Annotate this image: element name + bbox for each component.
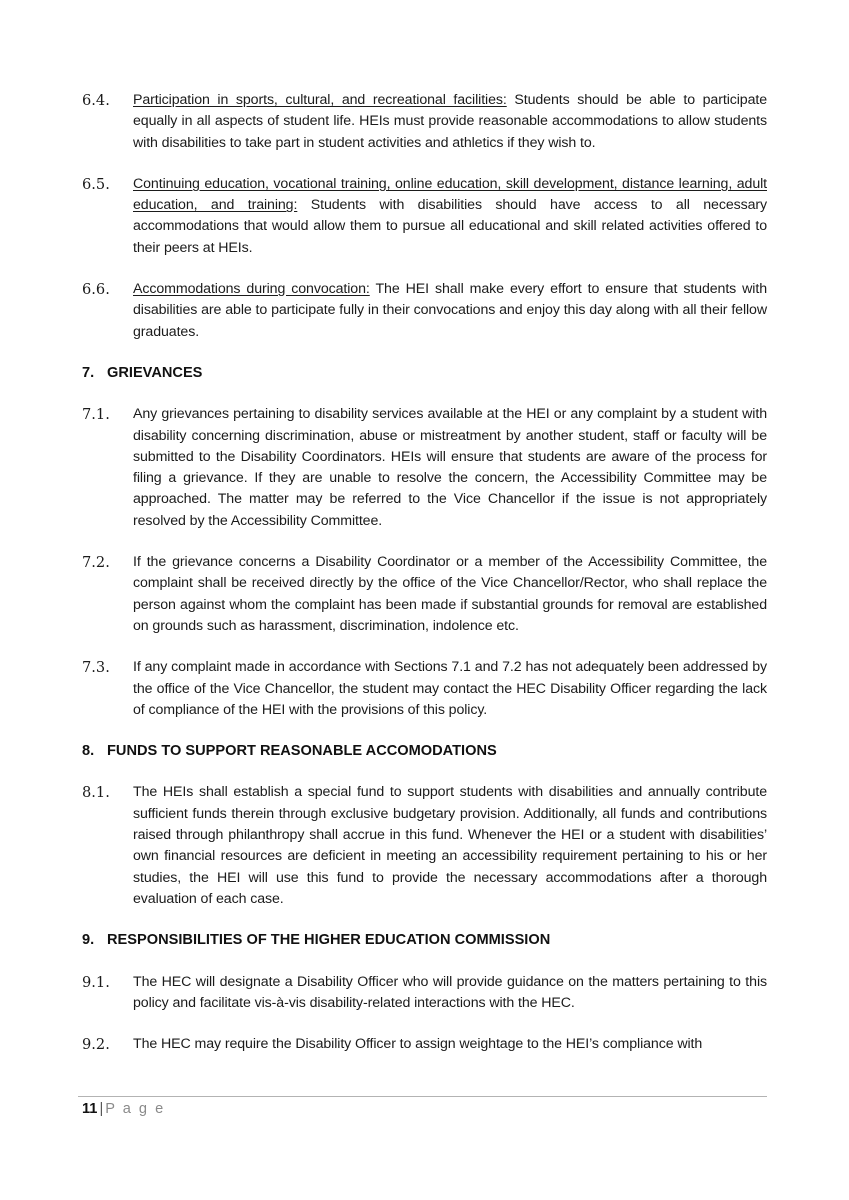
section-heading-funds: [82, 741, 767, 762]
paragraph: [133, 552, 767, 637]
heading-number: 7.: [82, 364, 95, 381]
item-number: 7.1.: [82, 406, 110, 424]
paragraph-lead-underlined: Continuing education, vocational training, online education, skill development, distance learning, adult education, and training:: [133, 175, 767, 214]
item-number: 9.1.: [82, 973, 110, 991]
paragraph-body: If the grievance concerns a Disability Coordinator or a member of the Accessibility Committee, the complaint shall be received directly by the office of the Vice Chancellor/Rector, who shall replace the person against whom the complaint has been made if substantial grounds for removal are established on grounds such as harassment, discrimination, indolence etc.: [133, 554, 767, 634]
list-item-7-1: [82, 404, 767, 532]
paragraph-lead-underlined: Accommodations during convocation:: [133, 281, 370, 298]
heading-text: FUNDS TO SUPPORT REASONABLE ACCOMODATIONS: [107, 743, 497, 760]
list-item-6-6: [82, 279, 767, 343]
paragraph: [133, 972, 767, 1015]
paragraph: [133, 657, 767, 721]
item-number: 7.2.: [82, 554, 110, 572]
paragraph-body: The HEIs shall establish a special fund to support students with disabilities and annually contribute sufficient funds therein through exclusive budgetary provision. Additionally, all funds and contributions raised through philanthropy shall accrue in this fund. Whenever the HEI or a student with disabilities’ own financial resources are deficient in meeting an accessibility requirement pertaining to his or her studies, the HEI will use this fund to provide the necessary accommodations after a thorough evaluation of each case.: [133, 784, 767, 907]
list-item-8-1: [82, 782, 767, 910]
list-item-9-1: [82, 972, 767, 1015]
item-number: 6.4.: [82, 92, 110, 109]
heading-number: 8.: [82, 743, 95, 760]
list-item-9-2: [82, 1034, 767, 1055]
paragraph-body: The HEC will designate a Disability Officer who will provide guidance on the matters pertaining to this policy and facilitate vis-à-vis disability-related interactions with the HEC.: [133, 973, 767, 1011]
paragraph-body: The HEC may require the Disability Officer to assign weightage to the HEI’s compliance with: [133, 1036, 703, 1053]
item-number: 9.2.: [82, 1036, 110, 1054]
item-number: 6.5.: [82, 175, 110, 193]
paragraph-lead-underlined: Participation in sports, cultural, and recreational facilities:: [133, 92, 507, 108]
paragraph-body: The HEI shall make every effort to ensure that students with disabilities are able to participate fully in their convocations and enjoy this day along with all their fellow graduates.: [133, 281, 767, 340]
paragraph: [133, 404, 767, 532]
paragraph: [133, 90, 767, 154]
paragraph-body: Any grievances pertaining to disability services available at the HEI or any complaint by a student with disability concerning discrimination, abuse or mistreatment by another student, staff or faculty will be submitted to the Disability Coordinators. HEIs will ensure that students are aware of the process for filing a grievance. If they are unable to resolve the concern, the Accessibility Committee may be approached. The matter may be referred to the Vice Chancellor if the issue is not appropriately resolved by the Accessibility Committee.: [133, 406, 767, 529]
page-footer: [78, 1096, 767, 1118]
item-number: 6.6.: [82, 281, 110, 299]
paragraph: [133, 782, 767, 910]
item-number: 7.3.: [82, 659, 110, 677]
paragraph: [133, 279, 767, 343]
footer-separator: |: [99, 1101, 104, 1117]
list-item-7-2: [82, 552, 767, 637]
heading-text: GRIEVANCES: [107, 364, 203, 381]
section-heading-responsibilities: [82, 930, 767, 951]
list-item-6-4: [82, 90, 767, 154]
heading-text: RESPONSIBILITIES OF THE HIGHER EDUCATION COMMISSION: [107, 932, 551, 949]
section-heading-grievances: [82, 363, 767, 384]
paragraph: [133, 174, 767, 259]
paragraph-body: If any complaint made in accordance with Sections 7.1 and 7.2 has not adequately been addressed by the office of the Vice Chancellor, the student may contact the HEC Disability Officer regarding the lack of compliance of the HEI with the provisions of this policy.: [133, 659, 767, 718]
list-item-7-3: [82, 657, 767, 721]
page-number: 11: [82, 1101, 98, 1117]
footer-page-word: P a g e: [105, 1101, 166, 1117]
list-item-6-5: [82, 174, 767, 259]
item-number: 8.1.: [82, 784, 110, 802]
paragraph-body: Students with disabilities should have access to all necessary accommodations that would allow them to pursue all educational and skill related activities offered to their peers at HEIs.: [133, 197, 768, 256]
paragraph: [133, 1034, 767, 1055]
paragraph-body: Students should be able to participate equally in all aspects of student life. HEIs must provide reasonable accommodations to allow students with disabilities to take part in student activities and athletics if they wish to.: [133, 92, 768, 151]
heading-number: 9.: [82, 932, 95, 949]
